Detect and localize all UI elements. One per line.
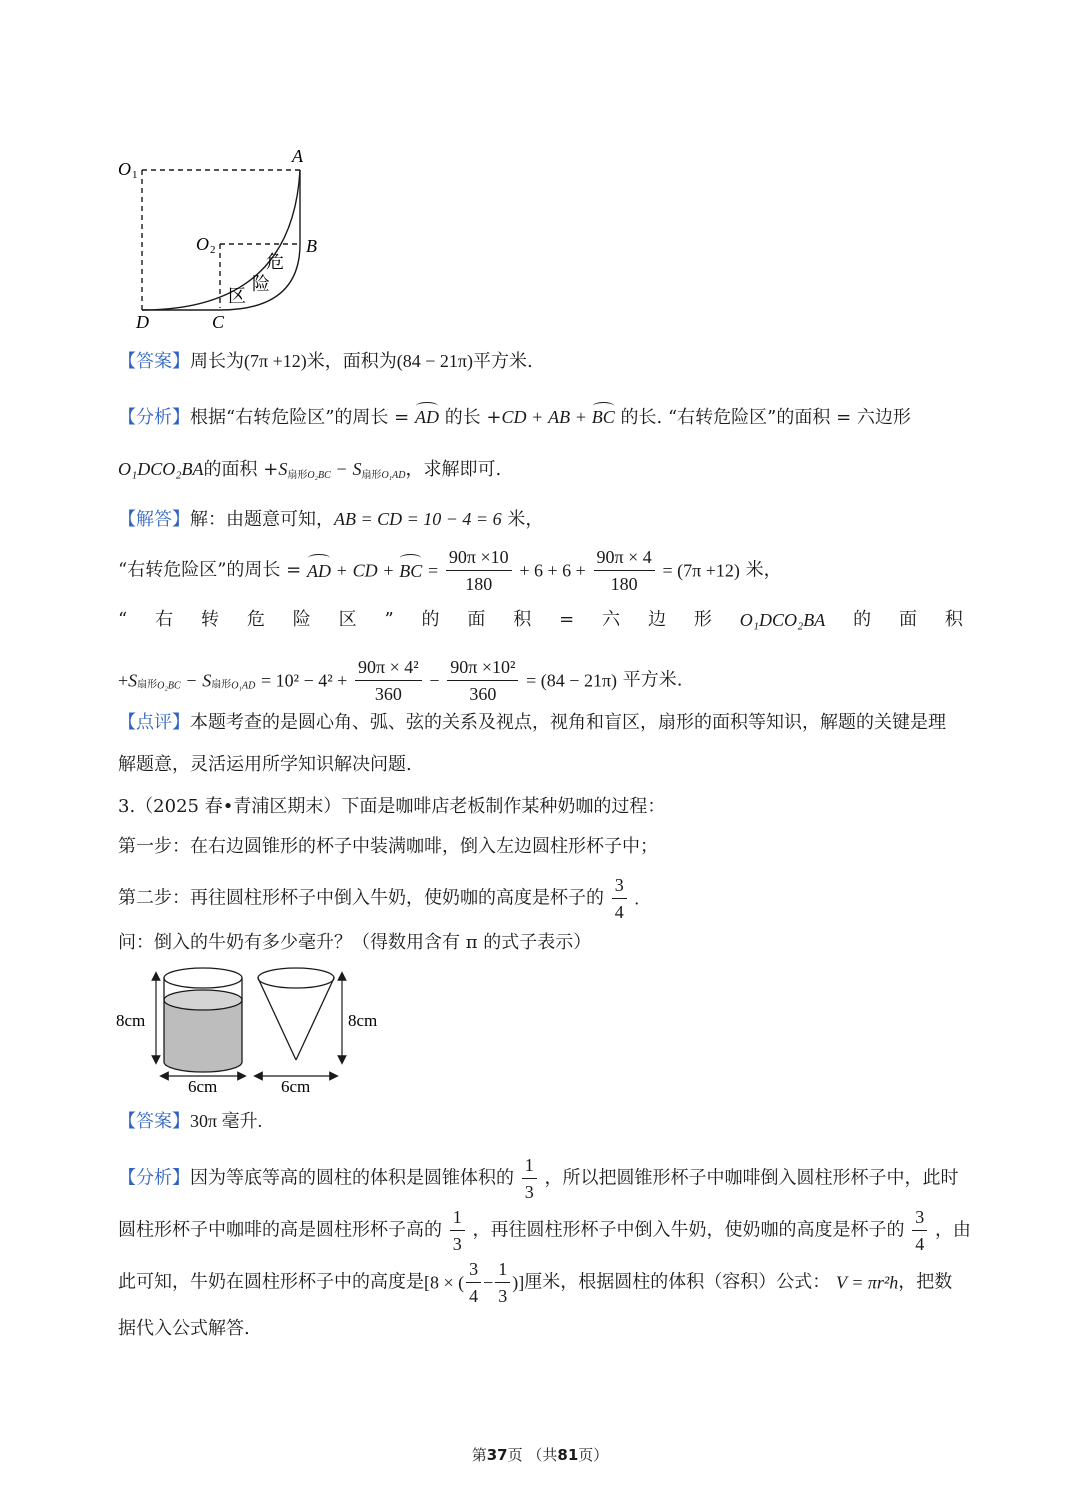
comment-tag: 【点评】 <box>118 712 190 733</box>
fraction-4: $\frac{\text{90π ×10²}}{360}$ <box>447 656 518 705</box>
solution-line-3-word: 区 <box>338 609 357 630</box>
solution-line-3-word: 边 <box>648 609 666 630</box>
solution-line-3-word: 右 <box>155 609 174 630</box>
page-footer: 第37页 （共81页） <box>471 1446 609 1464</box>
solution-line-1: 【解答】解：由题意可知，AB = CD = 10 − 4 = 6 米， <box>118 509 544 530</box>
question-3-step-1: 第一步：在右边圆锥形的杯子中装满咖啡，倒入左边圆柱形杯子中； <box>118 836 658 857</box>
analysis-3-line-2: 圆柱形杯子中咖啡的高是圆柱形杯子高的 $\frac{1}{3}$ ，再往圆柱形杯子中倒入牛奶，使奶咖的高度是杯子的 $\frac{3}{4}$ ，由 <box>118 1207 971 1254</box>
arc-BC: BC <box>591 407 615 427</box>
solution-line-3-word: “ <box>118 609 128 630</box>
cylinder-cone-figure <box>112 964 402 1099</box>
answer-tag: 【答案】 <box>118 351 190 372</box>
page-total: 81 <box>557 1446 579 1464</box>
label-C: C <box>212 312 225 332</box>
label-D: D <box>136 312 149 332</box>
analysis-3-line-1: 【分析】因为等底等高的圆柱的体积是圆锥体积的 $\frac{1}{3}$ ，所以把圆锥形杯子中咖啡倒入圆柱形杯子中，此时 <box>118 1155 959 1202</box>
analysis-line-2: O₁DCO₂BA的面积 $+S_{扇形}O_2BC - S_{扇形}O_1AD$，求解即可. <box>118 459 502 481</box>
arc-AD: AD <box>414 407 439 427</box>
solution-line-3-word: 面 <box>899 609 918 630</box>
answer-3-tag: 【答案】 <box>118 1111 190 1132</box>
solution-line-3-word: 六 <box>602 609 621 630</box>
question-3-ask: 问：倒入的牛奶有多少毫升？（得数用含有 π 的式子表示） <box>118 932 592 953</box>
fraction-3-4: $\frac{3}{4}$ <box>612 874 627 923</box>
solution-line-3-word: 形 <box>693 609 712 630</box>
fraction-1-3: $\frac{1}{3}$ <box>522 1154 537 1203</box>
cylinder-height-label: 8cm <box>116 1011 146 1030</box>
solution-line-3-word: 积 <box>944 609 963 630</box>
fraction-2: $\frac{90\pi \times 4}{180}$ <box>594 546 655 595</box>
analysis-line-1: 【分析】根据“右转危险区”的周长 = AD 的长 +CD + AB + BC 的长. “右转危险区”的面积 = 六边形 <box>118 407 911 428</box>
question-3-step-2: 第二步：再往圆柱形杯子中倒入牛奶，使奶咖的高度是杯子的 $\frac{3}{4}$ . <box>118 875 639 922</box>
analysis-tag: 【分析】 <box>118 407 190 428</box>
solution-line-3-word: 危 <box>246 609 265 630</box>
label-O2: O <box>196 234 209 254</box>
answer-line: 【答案】周长为(7π +12)米，面积为(84 − 21π)平方米. <box>118 351 533 372</box>
solution-line-3-word: 转 <box>200 609 219 630</box>
page-number: 37 <box>486 1446 508 1464</box>
solution-line-3-word: 面 <box>467 609 486 630</box>
comment-line-2: 解题意，灵活运用所学知识解决问题. <box>118 754 412 775</box>
solution-line-3-word: 的 <box>421 609 440 630</box>
analysis-3-line-3: 此可知，牛奶在圆柱形杯子中的高度是[8 × ( $\frac{3}{4}$ − $\frac{1}{3}$ )]厘米，根据圆柱的体积（容积）公式： V = πr²h，把数 <box>118 1259 953 1306</box>
solution-tag: 【解答】 <box>118 509 190 530</box>
cylinder-diameter-label: 6cm <box>188 1077 218 1096</box>
label-qu: 区 <box>228 286 246 306</box>
solution-line-3-word: 险 <box>292 609 311 630</box>
fraction-3: $\frac{\text{90π × 4²}}{360}$ <box>355 656 422 705</box>
answer-3-line: 【答案】30π 毫升. <box>118 1111 263 1132</box>
label-O1-sub: 1 <box>132 169 138 181</box>
solution-line-3-word: O₁DCO₂BA <box>739 610 826 630</box>
solution-line-2: “右转危险区”的周长 = AD + CD + BC = $\frac{90\pi \times 10}{180}$ + 6 + 6 + $\frac{90\pi \times 4}{180}$ = (7π +12) 米， <box>118 547 782 594</box>
danger-zone-figure <box>112 140 332 340</box>
cone-height-label: 8cm <box>348 1011 378 1030</box>
solution-line-3 <box>118 611 963 629</box>
fraction-1: $\frac{90\pi \times 10}{180}$ <box>446 546 512 595</box>
label-O1: O <box>118 159 131 179</box>
solution-line-4: $+S_{扇形}O_2BC - S_{扇形}O_1AD = 10^2 - 4^2$ + $\frac{\text{90π × 4²}}{360}$ − $\frac{\text{90π ×10²}}{360}$ = (84 − 21π) 平方米. <box>118 657 683 704</box>
label-O2-sub: 2 <box>210 244 216 256</box>
cone-diameter-label: 6cm <box>281 1077 311 1096</box>
question-3-title: 3.（2025 春•青浦区期末）下面是咖啡店老板制作某种奶咖的过程： <box>118 796 666 817</box>
solution-line-3-word: 的 <box>853 609 872 630</box>
solution-line-3-word: ” <box>384 609 394 630</box>
label-B: B <box>306 236 317 256</box>
label-wei: 危 <box>266 252 284 272</box>
solution-line-3-word: = <box>559 609 575 630</box>
solution-line-3-word: 积 <box>513 609 532 630</box>
analysis-3-line-4: 据代入公式解答. <box>118 1318 250 1339</box>
label-xian: 险 <box>252 274 270 294</box>
label-A: A <box>292 146 303 166</box>
analysis-3-tag: 【分析】 <box>118 1167 190 1189</box>
comment-line-1: 【点评】本题考查的是圆心角、弧、弦的关系及视点，视角和盲区，扇形的面积等知识，解题的关键是理 <box>118 712 946 733</box>
